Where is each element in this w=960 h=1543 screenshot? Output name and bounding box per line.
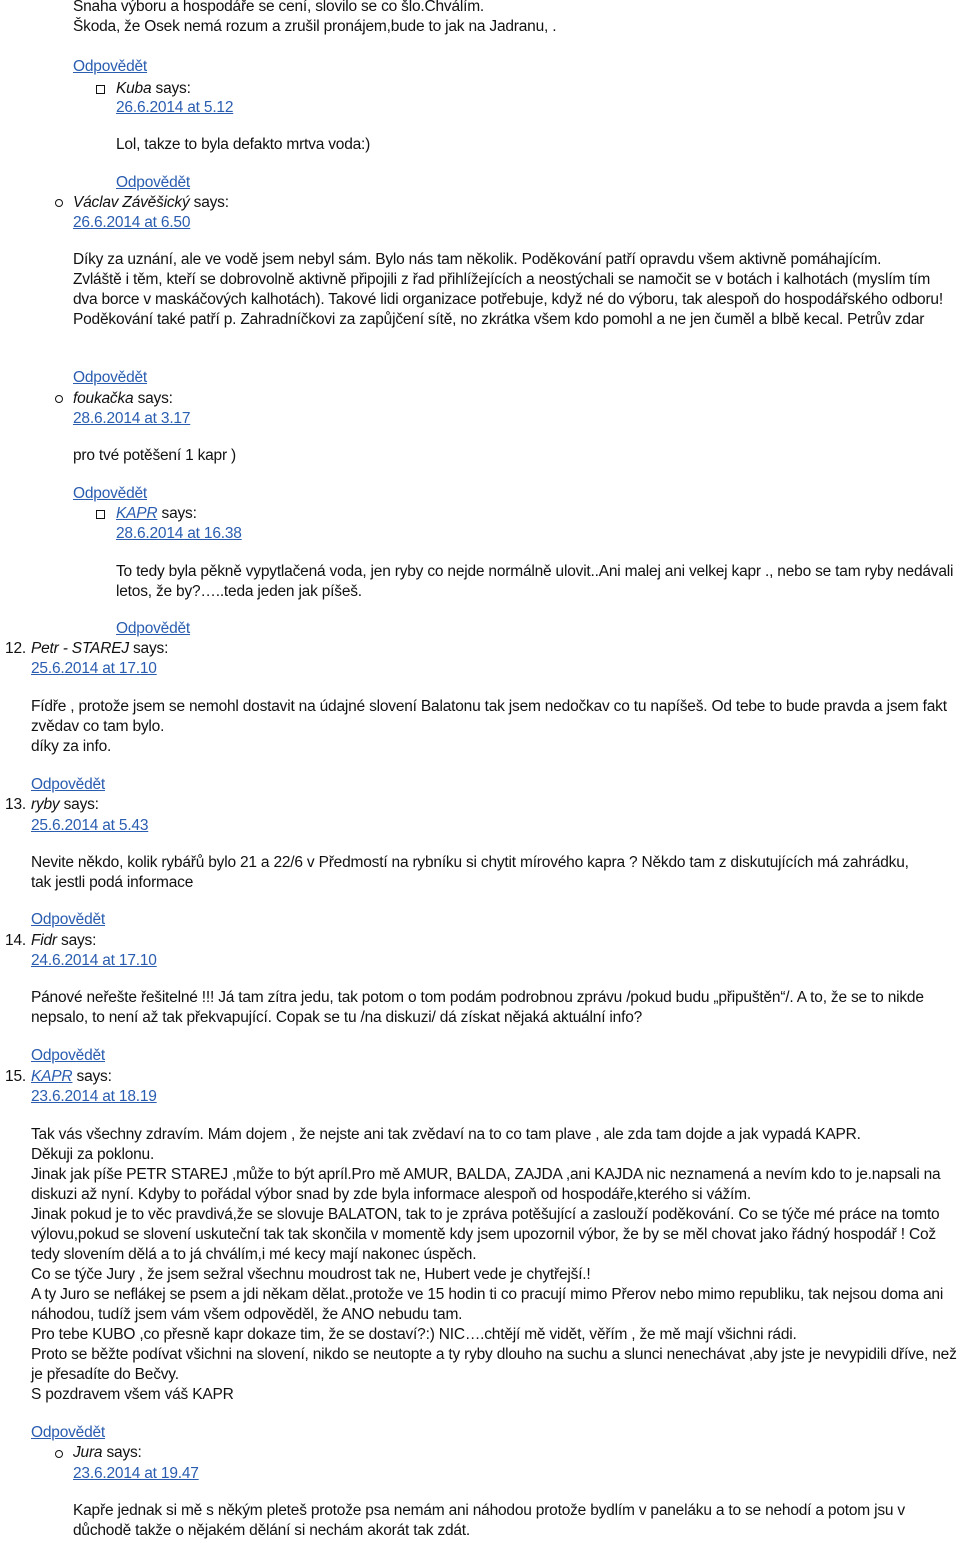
comment-text xyxy=(31,988,959,1028)
reply-link[interactable]: Odpovědět xyxy=(116,174,191,191)
comment-date-link[interactable]: 28.6.2014 at 16.38 xyxy=(116,525,242,542)
says-label: says: xyxy=(106,1444,142,1461)
comment-paragraph: Pro tebe KUBO ,co přesně kapr dokaze tim, že se dostaví?:) NIC….chtějí mě vidět, věřím , že mě mají všichni rádi. xyxy=(31,1326,797,1343)
comment-author-link[interactable]: KAPR xyxy=(31,1068,73,1085)
reply-link[interactable]: Odpovědět xyxy=(31,1047,106,1064)
comment-author: Fidr xyxy=(31,932,57,949)
comment-date-link[interactable]: 23.6.2014 at 19.47 xyxy=(73,1465,199,1482)
comment-paragraph: Pánové neřešte řešitelné !!! Já tam zítra jedu, tak potom o tom podám podrobnou zprávu /pokud budu „připuštěn“/. A to, že se to nikde nepsalo, to není až tak překvapující. Copak se tu /na diskuzi/ dá získat nějaká aktuální info? xyxy=(31,989,924,1026)
comment-text xyxy=(73,1501,953,1541)
comment-date-link[interactable]: 28.6.2014 at 3.17 xyxy=(73,410,191,427)
comment-author-line xyxy=(31,1067,112,1087)
comment-author-link[interactable]: KAPR xyxy=(116,505,158,522)
circle-bullet-icon xyxy=(55,395,63,403)
comment-date-link[interactable]: 24.6.2014 at 17.10 xyxy=(31,952,157,969)
says-label: says: xyxy=(76,1068,112,1085)
comment-number: 13. xyxy=(5,796,26,813)
comment-text xyxy=(73,250,953,330)
comment-text xyxy=(116,562,956,602)
comment-text xyxy=(31,853,931,893)
comment-number: 14. xyxy=(5,932,26,949)
comment-author-line xyxy=(116,79,191,99)
comment-text xyxy=(31,697,956,757)
says-label: says: xyxy=(161,505,197,522)
comment-author: foukačka xyxy=(73,390,134,407)
circle-bullet-icon xyxy=(55,1450,63,1458)
comment-paragraph: Jinak pokud je to věc pravdivá,že se slovuje BALATON, tak to je zpráva potěšující a zaslouží poděkování. Co se týče mé práce na tomto výlovu,pokud se slovení uskuteční tak tak skončila v momentě kdy jsem upozornil výbor, že by se měl chovat jako řádný hospodář ! Což tedy slovením dělá a to já chválím,i mé kecy mají nakonec úspěch. xyxy=(31,1206,940,1263)
comment-paragraph: A ty Juro se neflákej se psem a jdi někam dělat.,protože ve 15 hodin ti co pracují mimo Přerov nebo mimo republiku, tak nejsou doma ani náhodou, tudíž jsem vám všem odpověděl, že ANO nebudu tam. xyxy=(31,1286,944,1323)
comment-paragraph: Zvláště i těm, kteří se dobrovolně aktivně připojili z řad přihlížejících a neostýchali se namočit se v botách i kalhotách (myslím tím dva borce v maskáčových kalhotách). Takové lidi organizace potřebuje, když né do výboru, tak alespoň do hospodářského odboru! Poděkování také patří p. Zahradníčkovi za zapůjčení sítě, no zkrátka všem kdo pomohl a ne jen čuměl a blbě kecal. Petrův zdar xyxy=(73,271,943,328)
comment-author-line xyxy=(31,639,168,659)
comment-author-line xyxy=(73,389,173,409)
comment-date-link[interactable]: 25.6.2014 at 17.10 xyxy=(31,660,157,677)
comment-author: Kuba xyxy=(116,80,152,97)
comment-author-line xyxy=(73,193,229,213)
comment-paragraph: Díky za uznání, ale ve vodě jsem nebyl sám. Bylo nás tam několik. Poděkování patří opravdu všem aktivně pomáhajícím. xyxy=(73,251,882,268)
comment-paragraph: To tedy byla pěkně vypytlačená voda, jen ryby co nejde normálně ulovit..Ani malej ani velkej kapr ., nebo se tam ryby nedávali letos, že by?…..teda jeden jak píšeš. xyxy=(116,563,954,600)
comment-author-line xyxy=(31,795,99,815)
comment-paragraph: Kapře jednak si mě s někým pleteš protože psa nemám ani náhodou protože bydlím v paneláku a to se nehodí a potom jsu v důchodě takže o nějakém dělání si nechám akorát tak zdát. xyxy=(73,1502,905,1539)
reply-link[interactable]: Odpovědět xyxy=(31,911,106,928)
comment-text: pro tvé potěšení 1 kapr ) xyxy=(73,447,237,464)
says-label: says: xyxy=(63,796,99,813)
reply-link[interactable]: Odpovědět xyxy=(73,485,148,502)
circle-bullet-icon xyxy=(55,199,63,207)
comment-author-line xyxy=(73,1443,142,1463)
comment-author: Jura xyxy=(73,1444,103,1461)
square-bullet-icon xyxy=(96,85,105,94)
comment-author: Václav Závěšický xyxy=(73,194,190,211)
reply-link[interactable]: Odpovědět xyxy=(73,58,148,75)
comment-paragraph: Děkuji za poklonu. xyxy=(31,1146,155,1163)
comment-author-line xyxy=(116,504,197,524)
comment-number: 12. xyxy=(5,640,26,657)
comment-text: Lol, takze to byla defakto mrtva voda:) xyxy=(116,136,371,153)
comment-date-link[interactable]: 26.6.2014 at 6.50 xyxy=(73,214,191,231)
says-label: says: xyxy=(133,640,169,657)
reply-link[interactable]: Odpovědět xyxy=(116,620,191,637)
comment-text xyxy=(31,1125,959,1405)
says-label: says: xyxy=(61,932,97,949)
comment-paragraph: Co se týče Jury , že jsem sežral všechnu moudrost tak ne, Hubert vede je chytřejší.! xyxy=(31,1266,591,1283)
says-label: says: xyxy=(155,80,191,97)
comment-paragraph: S pozdravem všem váš KAPR xyxy=(31,1386,234,1403)
says-label: says: xyxy=(137,390,173,407)
comment-paragraph: Jinak jak píše PETR STAREJ ,může to být apríl.Pro mě AMUR, BALDA, ZAJDA ,ani KAJDA nic neznamená a nevím kdo to je.napsali na diskuzi až nyní. Kdyby to pořádal výbor snad by zde byla informace alespoň od hospodáře,kterého si vážím. xyxy=(31,1166,941,1203)
intro-line: Škoda, že Osek nemá rozum a zrušil pronájem,bude to jak na Jadranu, . xyxy=(73,18,557,35)
comment-paragraph: Tak vás všechny zdravím. Mám dojem , že nejste ani tak zvědaví na to co tam plave , ale zda tam dojde a jak vypadá KAPR. xyxy=(31,1126,861,1143)
comment-paragraph: Proto se běžte podívat všichni na slovení, nikdo se neutopte a ty ryby dlouho na suchu a slunci nenechávat ,aby jste je nevypidili dříve, než je přesadíte do Bečvy. xyxy=(31,1346,957,1383)
comment-author: ryby xyxy=(31,796,60,813)
comment-date-link[interactable]: 23.6.2014 at 18.19 xyxy=(31,1088,157,1105)
reply-link[interactable]: Odpovědět xyxy=(31,776,106,793)
reply-link[interactable]: Odpovědět xyxy=(31,1424,106,1441)
comment-paragraph: Nevite někdo, kolik rybářů bylo 21 a 22/6 v Předmostí na rybníku si chytit mírového kapra ? Někdo tam z diskutujících má zahrádku, tak jestli podá informace xyxy=(31,854,909,891)
comment-author: Petr - STAREJ xyxy=(31,640,129,657)
comment-date-link[interactable]: 26.6.2014 at 5.12 xyxy=(116,99,234,116)
says-label: says: xyxy=(193,194,229,211)
square-bullet-icon xyxy=(96,510,105,519)
intro-line: Snaha výboru a hospodáře se cení, slovilo se co šlo.Chválím. xyxy=(73,0,485,15)
comment-paragraph: Fídře , protože jsem se nemohl dostavit na údajné slovení Balatonu tak jsem nedočkav co tu napíšeš. Od tebe to bude pravda a jsem fakt zvědav co tam bylo. xyxy=(31,698,947,735)
comment-date-link[interactable]: 25.6.2014 at 5.43 xyxy=(31,817,149,834)
comment-number: 15. xyxy=(5,1068,26,1085)
reply-link[interactable]: Odpovědět xyxy=(73,369,148,386)
comment-paragraph: díky za info. xyxy=(31,738,112,755)
comment-author-line xyxy=(31,931,96,951)
